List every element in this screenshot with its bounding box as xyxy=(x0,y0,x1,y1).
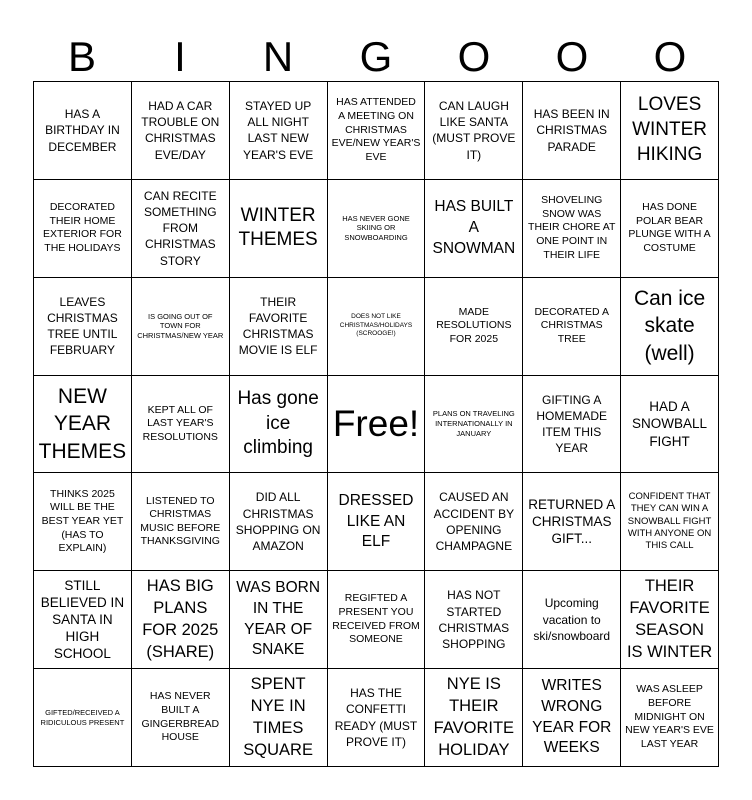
cell-text: SPENT NYE IN TIMES SQUARE xyxy=(243,674,313,759)
bingo-cell[interactable] xyxy=(230,571,328,669)
bingo-cell[interactable] xyxy=(132,278,230,376)
cell-text: SHOVELING SNOW WAS THEIR CHORE AT ONE POINT IN THEIR LIFE xyxy=(528,194,616,261)
header-letter: O xyxy=(653,33,687,80)
bingo-cell[interactable] xyxy=(328,473,426,571)
cell-text: MADE RESOLUTIONS FOR 2025 xyxy=(436,305,512,345)
bingo-cell[interactable] xyxy=(132,571,230,669)
cell-text: IS GOING OUT OF TOWN FOR CHRISTMAS/NEW YEAR xyxy=(137,311,224,340)
bingo-cell[interactable] xyxy=(230,376,328,474)
cell-text: HAD A SNOWBALL FIGHT xyxy=(632,399,708,449)
cell-text: WAS BORN IN THE YEAR OF SNAKE xyxy=(236,579,321,659)
bingo-cell[interactable] xyxy=(230,278,328,376)
cell-text: CAUSED AN ACCIDENT BY OPENING CHAMPAGNE xyxy=(433,490,515,554)
cell-text: HAS ATTENDED A MEETING ON CHRISTMAS EVE/NEW YEAR'S EVE xyxy=(331,96,421,163)
bingo-cell[interactable] xyxy=(425,278,523,376)
bingo-cell[interactable] xyxy=(621,571,719,669)
bingo-cell[interactable] xyxy=(523,376,621,474)
bingo-cell[interactable] xyxy=(328,180,426,278)
bingo-cell[interactable] xyxy=(328,278,426,376)
cell-text: LOVES WINTER HIKING xyxy=(632,94,708,165)
cell-text: HAS DONE POLAR BEAR PLUNGE WITH A COSTUME xyxy=(628,200,711,254)
bingo-cell[interactable] xyxy=(425,571,523,669)
header-letter: G xyxy=(359,33,393,80)
cell-text: DECORATED THEIR HOME EXTERIOR FOR THE HOLIDAYS xyxy=(43,200,122,254)
cell-text: GIFTED/RECEIVED A RIDICULOUS PRESENT xyxy=(40,707,125,727)
cell-text: HAS BEEN IN CHRISTMAS PARADE xyxy=(533,107,610,154)
bingo-cell[interactable] xyxy=(132,669,230,767)
bingo-cell[interactable] xyxy=(34,82,132,180)
bingo-cell[interactable] xyxy=(328,669,426,767)
cell-text: LEAVES CHRISTMAS TREE UNTIL FEBRUARY xyxy=(47,294,118,358)
bingo-cell[interactable] xyxy=(328,82,426,180)
bingo-cell[interactable] xyxy=(523,571,621,669)
cell-text: DRESSED LIKE AN ELF xyxy=(338,491,414,551)
bingo-cell[interactable] xyxy=(425,376,523,474)
header-letter: B xyxy=(67,33,96,80)
bingo-cell[interactable] xyxy=(230,82,328,180)
bingo-cell[interactable] xyxy=(132,473,230,571)
header-letter: O xyxy=(457,33,491,80)
bingo-cell[interactable] xyxy=(523,278,621,376)
cell-text: CONFIDENT THAT THEY CAN WIN A SNOWBALL FIGHT WITH ANYONE ON THIS CALL xyxy=(627,490,712,552)
bingo-cell[interactable] xyxy=(621,669,719,767)
bingo-cell[interactable] xyxy=(425,669,523,767)
bingo-cell[interactable] xyxy=(132,376,230,474)
bingo-cell[interactable] xyxy=(132,82,230,180)
cell-text: HAD A CAR TROUBLE ON CHRISTMAS EVE/DAY xyxy=(141,99,220,162)
cell-text: CAN RECITE SOMETHING FROM CHRISTMAS STORY xyxy=(143,188,217,268)
cell-text: HAS NOT STARTED CHRISTMAS SHOPPING xyxy=(438,588,510,651)
cell-text: Free! xyxy=(332,403,420,445)
cell-text: HAS BIG PLANS FOR 2025 (SHARE) xyxy=(142,576,219,661)
cell-text: HAS NEVER GONE SKIING OR SNOWBOARDING xyxy=(342,213,410,243)
cell-text: STAYED UP ALL NIGHT LAST NEW YEAR'S EVE xyxy=(242,99,314,162)
cell-text: THINKS 2025 WILL BE THE BEST YEAR YET (HAS TO EXPLAIN) xyxy=(41,487,124,555)
cell-text: RETURNED A CHRISTMAS GIFT... xyxy=(528,497,616,547)
bingo-cell[interactable] xyxy=(621,473,719,571)
bingo-cell[interactable] xyxy=(34,669,132,767)
bingo-cell[interactable] xyxy=(425,82,523,180)
bingo-cell[interactable] xyxy=(425,473,523,571)
cell-text: LISTENED TO CHRISTMAS MUSIC BEFORE THANKSGIVING xyxy=(140,494,221,548)
header-letter: N xyxy=(262,33,294,80)
cell-text: Has gone ice climbing xyxy=(237,387,319,459)
cell-text: WRITES WRONG YEAR FOR WEEKS xyxy=(532,677,612,757)
cell-text: Can ice skate (well) xyxy=(633,287,706,365)
cell-text: HAS THE CONFETTI READY (MUST PROVE IT) xyxy=(334,686,418,749)
free-space[interactable] xyxy=(328,376,426,474)
cell-text: REGIFTED A PRESENT YOU RECEIVED FROM SOMEONE xyxy=(332,592,420,646)
bingo-cell[interactable] xyxy=(523,669,621,767)
header-letter: O xyxy=(555,33,589,80)
bingo-cell[interactable] xyxy=(621,82,719,180)
bingo-header xyxy=(33,34,719,80)
cell-text: WAS ASLEEP BEFORE MIDNIGHT ON NEW YEAR'S EVE LAST YEAR xyxy=(625,683,714,751)
cell-text: PLANS ON TRAVELING INTERNATIONALLY IN JANUARY xyxy=(432,409,515,438)
bingo-cell[interactable] xyxy=(523,180,621,278)
bingo-cell[interactable] xyxy=(328,571,426,669)
cell-text: DECORATED A CHRISTMAS TREE xyxy=(534,305,609,345)
bingo-cell[interactable] xyxy=(34,278,132,376)
cell-text: HAS A BIRTHDAY IN DECEMBER xyxy=(45,107,120,154)
cell-text: NEW YEAR THEMES xyxy=(38,385,127,463)
cell-text: HAS NEVER BUILT A GINGERBREAD HOUSE xyxy=(141,690,220,744)
cell-text: Upcoming vacation to ski/snowboard xyxy=(533,596,611,643)
cell-text: GIFTING A HOMEMADE ITEM THIS YEAR xyxy=(536,392,608,456)
bingo-cell[interactable] xyxy=(34,571,132,669)
cell-text: THEIR FAVORITE CHRISTMAS MOVIE IS ELF xyxy=(238,294,318,358)
bingo-cell[interactable] xyxy=(132,180,230,278)
cell-text: THEIR FAVORITE SEASON IS WINTER xyxy=(626,576,713,661)
cell-text: DID ALL CHRISTMAS SHOPPING ON AMAZON xyxy=(235,490,321,554)
cell-text: STILL BELIEVED IN SANTA IN HIGH SCHOOL xyxy=(40,577,125,662)
bingo-cell[interactable] xyxy=(523,473,621,571)
bingo-cell[interactable] xyxy=(621,278,719,376)
bingo-cell[interactable] xyxy=(523,82,621,180)
cell-text: KEPT ALL OF LAST YEAR'S RESOLUTIONS xyxy=(142,403,218,443)
bingo-cell[interactable] xyxy=(34,180,132,278)
bingo-cell[interactable] xyxy=(34,473,132,571)
bingo-cell[interactable] xyxy=(230,669,328,767)
cell-text: CAN LAUGH LIKE SANTA (MUST PROVE IT) xyxy=(432,99,516,162)
bingo-cell[interactable] xyxy=(621,376,719,474)
bingo-board xyxy=(33,81,719,767)
bingo-cell[interactable] xyxy=(230,473,328,571)
bingo-cell[interactable] xyxy=(425,180,523,278)
cell-text: NYE IS THEIR FAVORITE HOLIDAY xyxy=(433,674,515,759)
cell-text: WINTER THEMES xyxy=(238,204,318,251)
cell-text: DOES NOT LIKE CHRISTMAS/HOLIDAYS (SCROOGE!) xyxy=(339,313,413,338)
bingo-cell[interactable] xyxy=(34,376,132,474)
bingo-cell[interactable] xyxy=(621,180,719,278)
bingo-cell[interactable] xyxy=(230,180,328,278)
header-letter: I xyxy=(174,33,186,80)
cell-text: HAS BUILT A SNOWMAN xyxy=(432,198,516,257)
